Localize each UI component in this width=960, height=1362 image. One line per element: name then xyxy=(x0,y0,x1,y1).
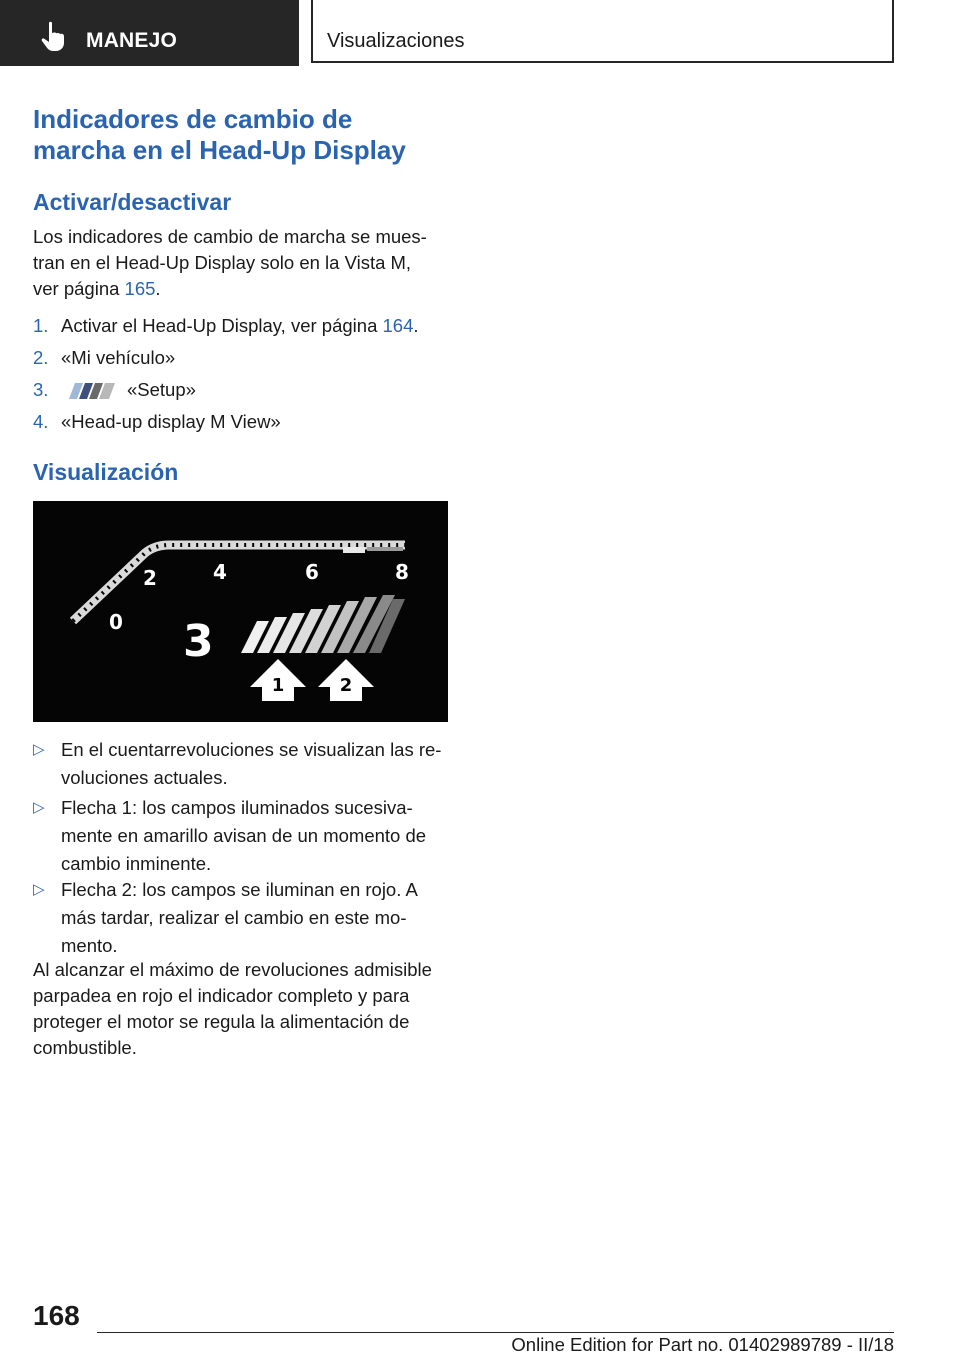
rpm-bar-segment xyxy=(343,547,365,553)
arrow-label-1: 1 xyxy=(271,675,285,696)
hand-pointer-icon xyxy=(38,20,68,52)
title-line-2: marcha en el Head-Up Display xyxy=(33,135,406,165)
activate-line-1: Los indicadores de cambio de marcha se mues- xyxy=(33,226,427,247)
arrow-2 xyxy=(318,659,374,701)
step-number: 2. xyxy=(33,347,49,368)
section-box xyxy=(311,0,894,63)
section-label: Visualizaciones xyxy=(327,30,465,52)
heading-activate: Activar/desactivar xyxy=(33,189,232,215)
hud-shift-indicator-figure xyxy=(33,501,448,722)
page-title xyxy=(33,104,453,166)
step-text: «Head-up display M View» xyxy=(61,411,281,432)
activate-line-2: tran en el Head-Up Display solo en la Vista M, xyxy=(33,252,412,273)
scale-label-8: 8 xyxy=(395,560,409,584)
arrow-label-2: 2 xyxy=(339,675,353,696)
activate-paragraph xyxy=(33,224,453,302)
scale-label-2: 2 xyxy=(143,566,157,590)
page-header xyxy=(0,0,960,66)
gear-number: 3 xyxy=(183,616,214,667)
bullet-triangle-icon: ▷ xyxy=(33,799,45,816)
step-text: «Setup» xyxy=(61,377,196,403)
shift-light-stripes xyxy=(241,595,405,653)
m-logo-icon xyxy=(61,381,117,401)
scale-label-6: 6 xyxy=(305,560,319,584)
arrow-1 xyxy=(250,659,306,701)
bullet-triangle-icon: ▷ xyxy=(33,881,45,898)
chapter-tab xyxy=(0,0,299,66)
step-text: «Mi vehículo» xyxy=(61,347,176,368)
step-number: 4. xyxy=(33,411,49,432)
scale-label-4: 4 xyxy=(213,560,227,584)
chapter-label: MANEJO xyxy=(86,29,178,52)
activate-line-3-text: ver página xyxy=(33,278,125,299)
hud-illustration xyxy=(33,501,448,722)
closing-paragraph: Al alcanzar el máximo de revoluciones admisible parpadea en rojo el indicador completo y para proteger el motor se regula la alimentación de combustible. xyxy=(33,959,432,1058)
activate-line-3-end: . xyxy=(155,278,161,299)
step-text: Activar el Head-Up Display, ver página 164. xyxy=(61,315,419,336)
bullet-text: En el cuentarrevoluciones se visualizan las re- voluciones actuales. xyxy=(61,739,442,788)
bullet-text: Flecha 2: los campos se iluminan en rojo. A más tardar, realizar el cambio en este mo- mento. xyxy=(61,879,418,956)
title-line-1: Indicadores de cambio de xyxy=(33,104,353,134)
bullet-text: Flecha 1: los campos iluminados sucesiva- mente en amarillo avisan de un momento de cambio inminente. xyxy=(61,797,427,874)
scale-label-0: 0 xyxy=(109,610,123,634)
footer-edition: Online Edition for Part no. 01402989789 - II/18 xyxy=(511,1334,894,1355)
bullet-triangle-icon: ▷ xyxy=(33,741,45,758)
heading-display: Visualización xyxy=(33,459,179,485)
page-number: 168 xyxy=(33,1300,80,1331)
footer-divider xyxy=(97,1332,894,1333)
page-link-165[interactable]: 165 xyxy=(124,278,156,299)
step-number: 1. xyxy=(33,315,49,336)
page-link-164[interactable]: 164 xyxy=(382,315,414,336)
rpm-bar-segment xyxy=(367,547,403,551)
step-number: 3. xyxy=(33,379,49,400)
